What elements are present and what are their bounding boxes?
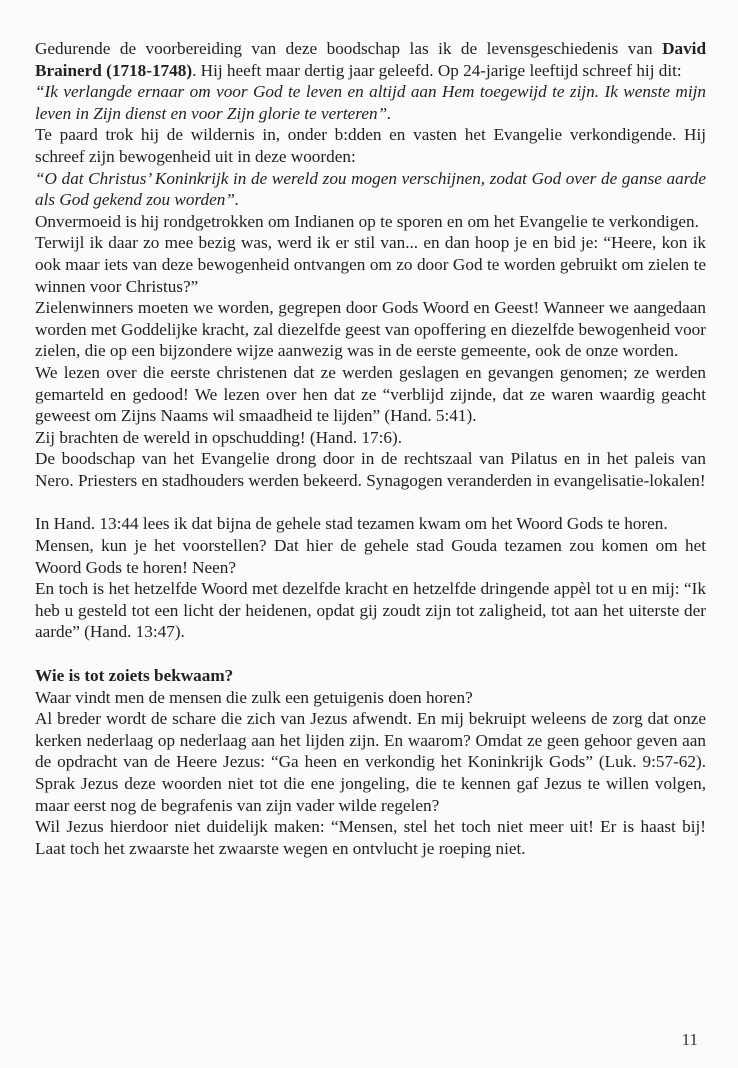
intro-text-end: . Hij heeft maar dertig jaar geleefd. Op 24-jarige leeftijd schreef hij dit:: [192, 60, 682, 80]
person-name: David Brainerd (1718-1748): [35, 39, 706, 80]
paragraph-intro: [35, 38, 706, 81]
paragraph-indians: Onvermoeid is hij rondgetrokken om Indianen op te sporen en om het Evangelie te verkondigen.: [35, 211, 699, 231]
quote-brainerd-1: “Ik verlangde ernaar om voor God te leven en altijd aan Hem toegewijd te zijn. Ik wenste mijn leven in Zijn dienst en voor Zijn glorie te verteren”.: [35, 82, 706, 123]
paragraph-same-word: En toch is het hetzelfde Woord met dezelfde kracht en hetzelfde dringende appèl tot u en mij: “Ik heb u gesteld tot een licht der heidenen, opdat gij zoudt zijn tot zaligheid, tot aan het uiterste der aarde” (Hand. 13:47).: [35, 579, 706, 642]
paragraph-where-people: Waar vindt men de mensen die zulk een getuigenis doen horen?: [35, 687, 473, 707]
paragraph-soulwinners: Zielenwinners moeten we worden, gegrepen door Gods Woord en Geest! Wanneer we aangedaan worden met Goddelijke kracht, zal diezelfde geest van opoffering en diezelfde bewogenheid voor zielen, die op een bijzondere wijze aanwezig was in de eerste gemeente, ook de onze worden.: [35, 298, 706, 361]
paragraph-upheaval: Zij brachten de wereld in opschudding! (Hand. 17:6).: [35, 427, 403, 447]
paragraph-gouda: Mensen, kun je het voorstellen? Dat hier de gehele stad Gouda tezamen zou komen om het Woord Gods te horen! Neen?: [35, 536, 706, 577]
paragraph-no-delay: Wil Jezus hierdoor niet duidelijk maken: “Mensen, stel het toch niet meer uit! Er is haast bij! Laat toch het zwaarste het zwaarste wegen en ontvlucht je roeping niet.: [35, 817, 706, 858]
paragraph-prayer: Terwijl ik daar zo mee bezig was, werd ik er stil van... en dan hoop je en bid je: “Heere, kon ik ook maar iets van deze bewogenheid ontvangen om zo door God te worden gebruikt om zielen te winnen voor Christus?”: [35, 233, 706, 296]
page-number: 11: [681, 1030, 698, 1049]
paragraph-message-spread: De boodschap van het Evangelie drong door in de rechtszaal van Pilatus en in het paleis van Nero. Priesters en stadhouders werden bekeerd. Synagogen veranderden in evangelisatie-lokalen!: [35, 449, 706, 490]
paragraph-first-christians: We lezen over die eerste christenen dat ze werden geslagen en gevangen genomen; ze werden gemarteld en gedood! We lezen over hen dat ze “verblijd zijnde, dat ze waren waardig geacht geweest om Zijns Naams wil smaadheid te lijden” (Hand. 5:41).: [35, 362, 706, 426]
quote-brainerd-2: “O dat Christus’ Koninkrijk in de wereld zou mogen verschijnen, zodat God over de ganse aarde als God gekend zou worden”.: [35, 168, 706, 210]
paragraph-acts-13-44: In Hand. 13:44 lees ik dat bijna de gehele stad tezamen kwam om het Woord Gods te horen.: [35, 514, 668, 534]
intro-text-start: Gedurende de voorbereiding van deze boodschap las ik de levensgeschiedenis van: [35, 39, 663, 58]
body-text: [35, 38, 706, 859]
section-heading: Wie is tot zoiets bekwaam?: [35, 666, 234, 686]
paragraph-crowd-turns-away: Al breder wordt de schare die zich van Jezus afwendt. En mij bekruipt weleens de zorg dat onze kerken nederlaag op nederlaag aan het lijden zijn. En waarom? Omdat ze geen gehoor geven aan de opdracht van de Heere Jezus: “Ga heen en verkondig het Koninkrijk Gods” (Luk. 9:57-62). Sprak Jezus deze woorden niet tot die ene jongeling, die te kennen gaf Jezus te willen volgen, maar eerst nog de begrafenis van zijn vader wilde regelen?: [35, 709, 706, 815]
paragraph-wilderness: Te paard trok hij de wildernis in, onder b:dden en vasten het Evangelie verkondigende. Hij schreef zijn bewogenheid uit in deze woorden:: [35, 125, 706, 166]
